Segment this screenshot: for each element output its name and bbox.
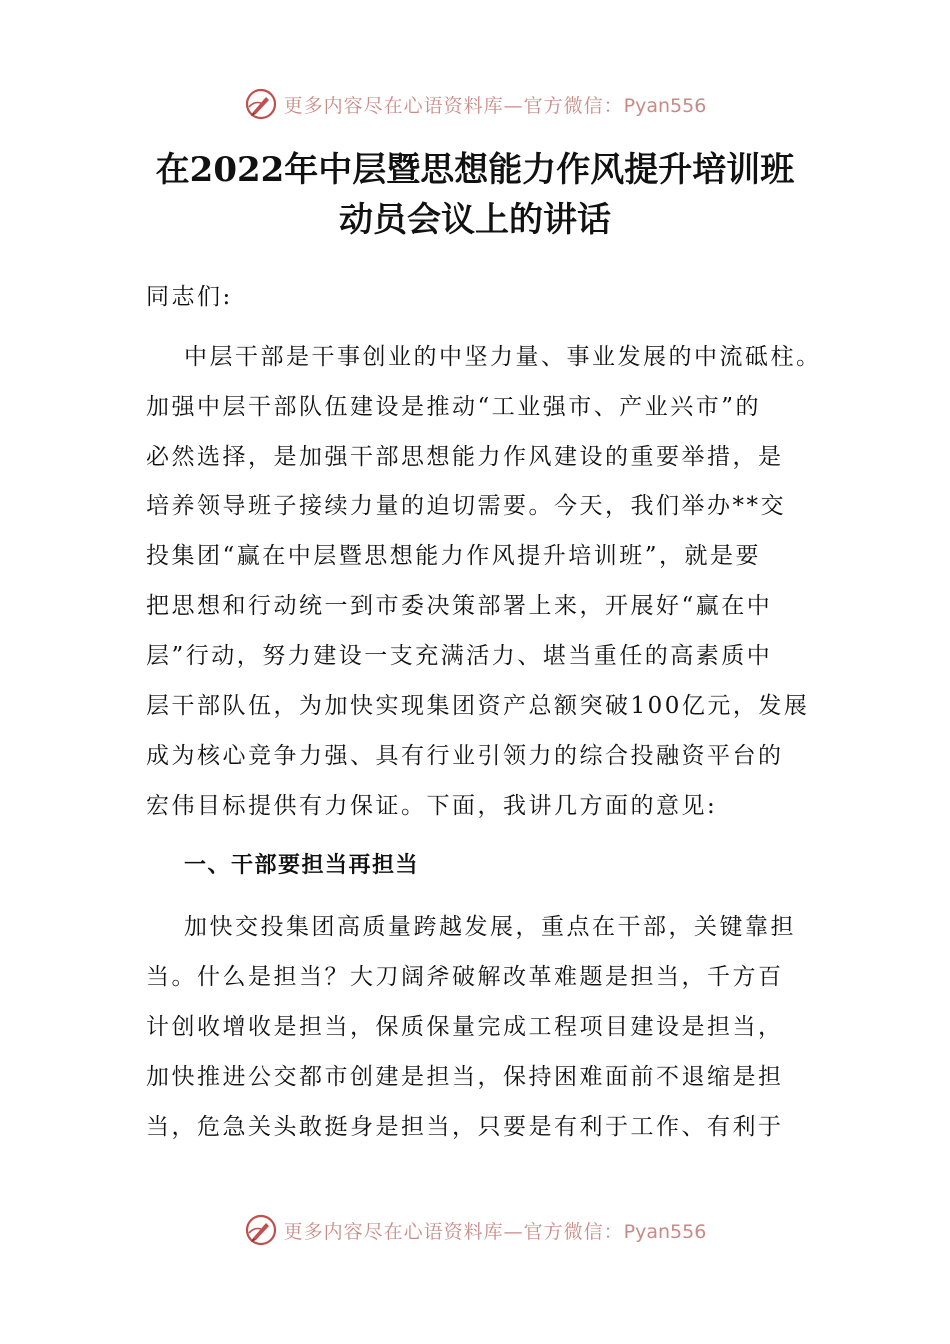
paragraph-line: 培养领导班子接续力量的迫切需要。今天，我们举办**交	[146, 493, 786, 519]
section-line: 加快推进公交都市创建是担当，保持困难面前不退缩是担	[146, 1064, 784, 1090]
document-title-line1: 在2022年中层暨思想能力作风提升培训班	[155, 150, 795, 190]
paragraph-line: 把思想和行动统一到市委决策部署上来，开展好“赢在中	[146, 593, 773, 619]
paragraph-line: 宏伟目标提供有力保证。下面，我讲几方面的意见:	[146, 793, 718, 819]
watermark-text: 更多内容尽在心语资料库—官方微信：Pyan556	[283, 94, 707, 117]
pen-logo-icon	[244, 87, 278, 121]
pen-logo-icon	[244, 1213, 278, 1247]
paragraph-line: 层”行动，努力建设一支充满活力、堪当重任的高素质中	[146, 643, 773, 669]
header-watermark	[0, 84, 950, 124]
footer-watermark	[0, 1210, 950, 1250]
section-line: 计创收增收是担当，保质保量完成工程项目建设是担当，	[146, 1014, 784, 1040]
paragraph-line: 必然选择，是加强干部思想能力作风建设的重要举措，是	[146, 444, 784, 470]
paragraph-line: 投集团“赢在中层暨思想能力作风提升培训班”，就是要	[146, 543, 762, 569]
section-line: 当，危急关头敢挺身是担当，只要是有利于工作、有利于	[146, 1114, 784, 1140]
watermark-text: 更多内容尽在心语资料库—官方微信：Pyan556	[283, 1220, 707, 1243]
section-line: 当。什么是担当？大刀阔斧破解改革难题是担当，千方百	[146, 964, 784, 990]
paragraph-line: 成为核心竞争力强、具有行业引领力的综合投融资平台的	[146, 743, 784, 769]
paragraph-line: 加强中层干部队伍建设是推动“工业强市、产业兴市”的	[146, 394, 762, 420]
section-line: 加快交投集团高质量跨越发展，重点在干部，关键靠担	[184, 914, 796, 940]
section-heading: 一、干部要担当再担当	[184, 853, 420, 878]
salutation: 同志们:	[146, 284, 233, 310]
document-title-line2: 动员会议上的讲话	[339, 200, 611, 240]
paragraph-line: 中层干部是干事创业的中坚力量、事业发展的中流砥柱。	[184, 344, 822, 370]
paragraph-line: 层干部队伍，为加快实现集团资产总额突破100亿元，发展	[146, 693, 810, 719]
